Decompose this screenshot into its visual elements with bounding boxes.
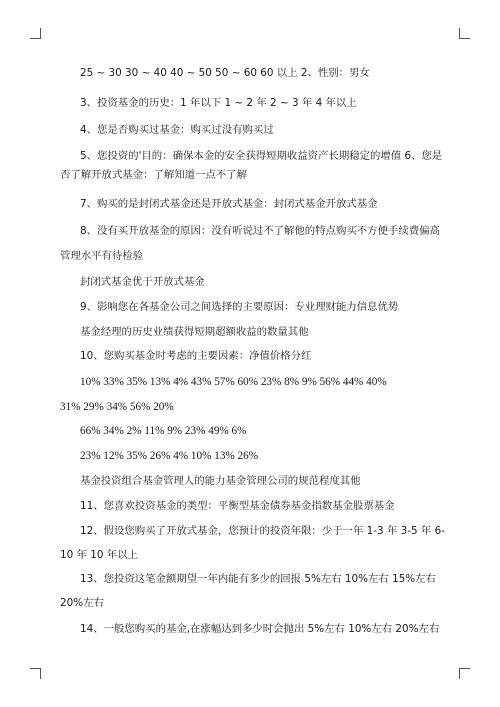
text-line: 25 ~ 30 30 ~ 40 40 ~ 50 50 ~ 60 60 以上 2、性别：男女 [80,67,370,79]
text-line: 10 年 10 年以上 [60,549,138,561]
text-line: 12、假设您购买了开放式基金，您预计的投资年限：少于一年 1-3 年 3-5 年 6- [80,525,445,537]
text-line: 9、影响您在各基金公司之间选择的主要原因：专业理财能力信息优势 [80,301,399,313]
text-line: 10、您购买基金时考虑的主要因素：净值价格分红 [80,350,312,362]
crop-mark-top-left [30,28,41,39]
text-line: 31% 29% 34% 56% 20% [60,401,174,413]
text-line: 66% 34% 2% 11% 9% 23% 49% 6% [80,425,247,437]
text-line: 封闭式基金优于开放式基金 [80,276,205,288]
crop-mark-top-right [459,28,470,39]
text-line: 10% 33% 35% 13% 4% 43% 57% 60% 23% 8% 9% 56% 44% 40% [80,376,387,388]
text-line: 4、您是否购买过基金：购买过没有购买过 [80,124,274,136]
text-line: 7、购买的是封闭式基金还是开放式基金：封闭式基金开放式基金 [80,198,378,210]
text-line: 5、您投资的'目的：确保本金的安全获得短期收益资产长期稳定的增值 6、您是 [80,150,443,162]
text-line: 20%左右 [60,597,104,609]
text-line: 11、您喜欢投资基金的类型：平衡型基金债券基金指数基金股票基金 [80,500,395,512]
crop-mark-bottom-left [30,668,41,679]
text-line: 14、一般您购买的基金,在涨幅达到多少时会抛出 5%左右 10%左右 20%左右 [80,623,440,635]
text-line: 13、您投资这笔金额期望一年内能有多少的回报 5%左右 10%左右 15%左右 [80,573,436,585]
text-line: 管理水平有待检验 [60,250,144,262]
crop-mark-bottom-right [459,668,470,679]
text-line: 23% 12% 35% 26% 4% 10% 13% 26% [80,450,259,462]
text-line: 基金经理的历史业绩获得短期超额收益的数量其他 [80,326,309,338]
text-line: 8、没有买开放基金的原因：没有听说过不了解他的特点购买不方便手续费偏高 [80,225,440,237]
text-line: 基金投资组合基金管理人的能力基金管理公司的规范程度其他 [80,475,361,487]
text-line: 否了解开放式基金：了解知道一点不了解 [60,169,248,181]
text-line: 3、投资基金的历史：1 年以下 1 ~ 2 年 2 ~ 3 年 4 年以上 [80,97,357,109]
